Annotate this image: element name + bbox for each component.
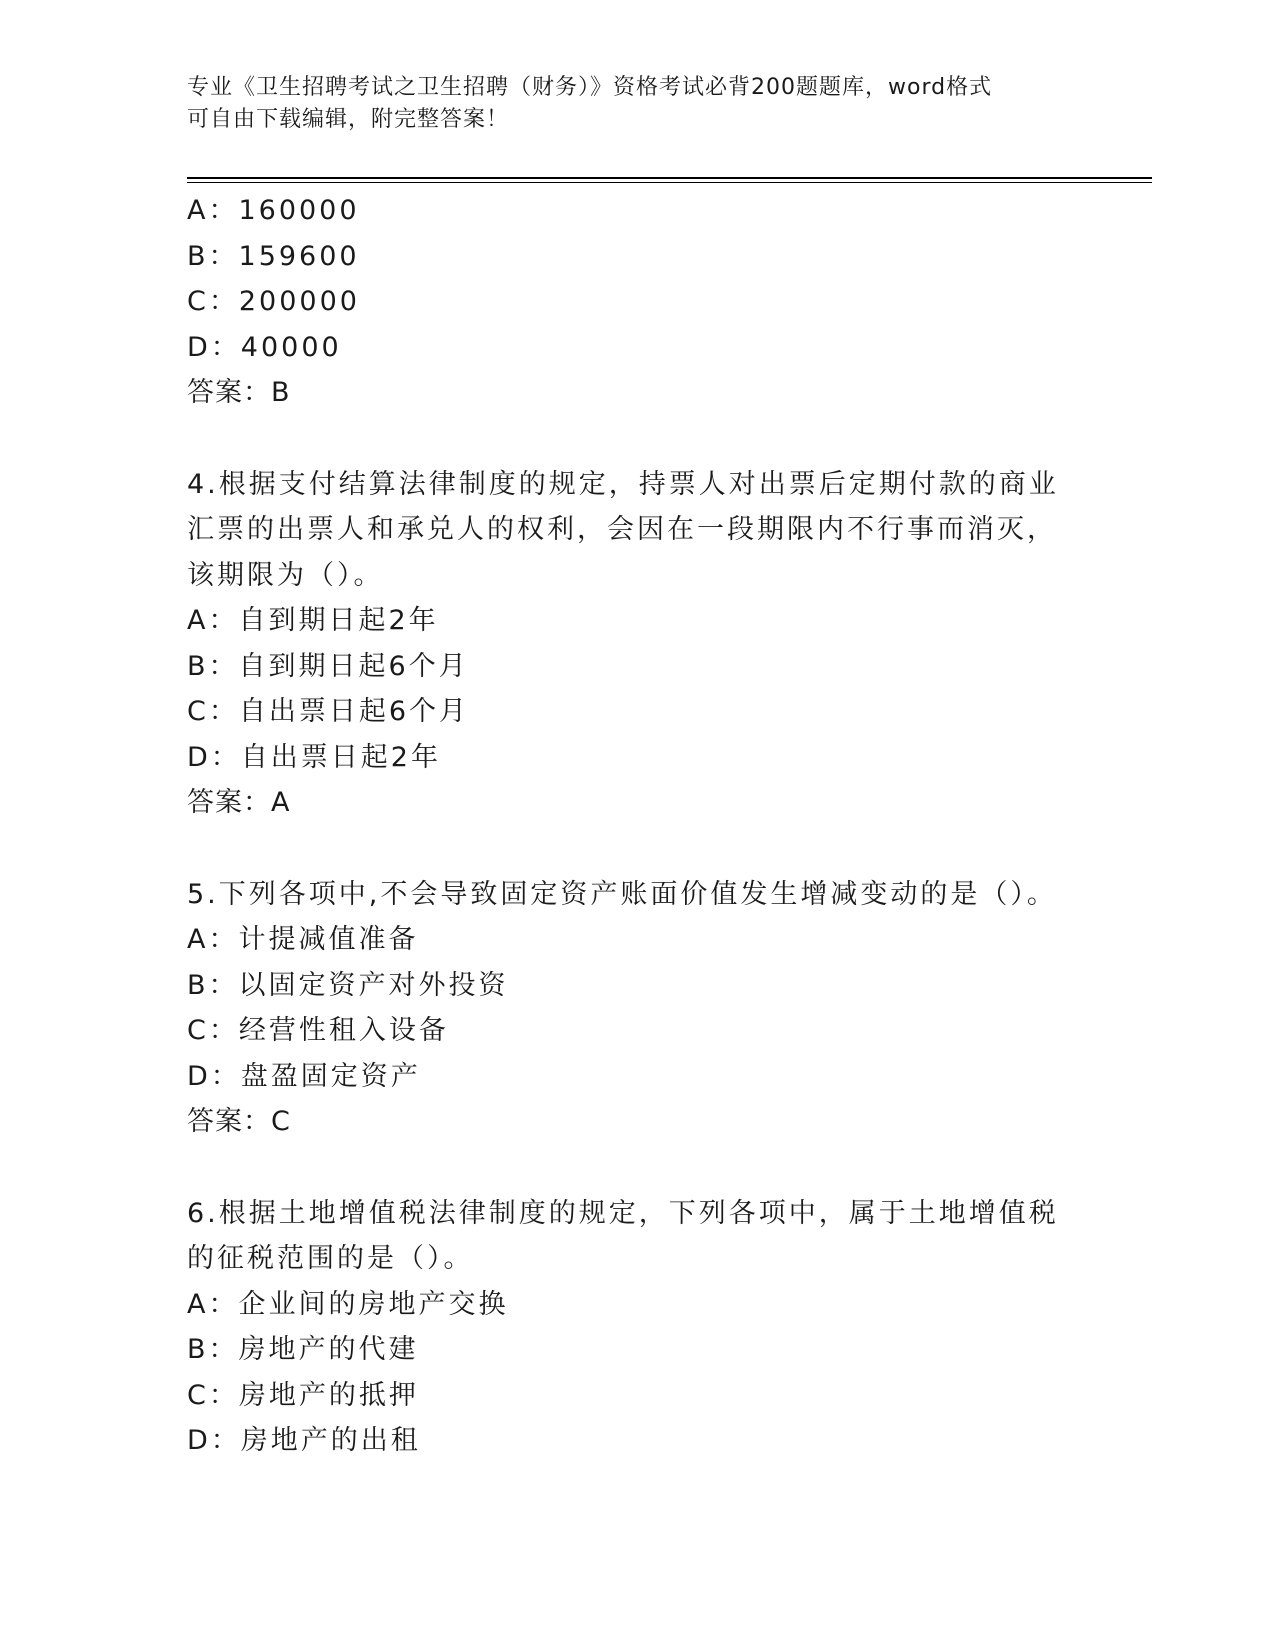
option-b: B：159600 [187,240,360,272]
question-6 [187,1191,1067,1464]
option-b: B：以固定资产对外投资 [187,969,509,1001]
option-d: D：房地产的出租 [187,1425,421,1456]
header-divider-thick [187,177,1152,179]
question-5 [187,872,1067,1145]
question-4 [187,462,1067,826]
header-line-1: 专业《卫生招聘考试之卫生招聘（财务）》资格考试必背200题题库，word格式 [187,75,993,100]
answer-line: 答案：C [187,1106,291,1137]
answer-line: 答案：B [187,377,291,408]
option-d: D：自出票日起2年 [187,741,441,773]
header-divider-thin [187,182,1152,183]
question-stem: 5.下列各项中,不会导致固定资产账面价值发生增减变动的是（）。 [187,878,1057,910]
option-b: B：房地产的代建 [187,1334,419,1365]
answer-line: 答案：A [187,787,291,818]
option-a: A：计提减值准备 [187,924,419,955]
header-line-2: 可自由下载编辑，附完整答案！ [187,107,510,132]
question-stem: 4.根据支付结算法律制度的规定，持票人对出票后定期付款的商业汇票的出票人和承兑人的权利，会因在一段期限内不行事而消灭，该期限为（）。 [187,468,1059,591]
option-c: C：房地产的抵押 [187,1379,419,1411]
option-a: A：自到期日起2年 [187,605,439,636]
question-3 [187,188,1067,416]
question-list [187,188,1067,1464]
option-d: D：盘盈固定资产 [187,1060,421,1092]
option-a: A：企业间的房地产交换 [187,1288,509,1320]
option-a: A：160000 [187,195,360,226]
option-b: B：自到期日起6个月 [187,650,469,682]
option-c: C：200000 [187,286,360,317]
option-c: C：自出票日起6个月 [187,696,470,727]
option-d: D：40000 [187,331,342,363]
question-stem: 6.根据土地增值税法律制度的规定，下列各项中，属于土地增值税的征税范围的是（）。 [187,1197,1059,1274]
option-c: C：经营性租入设备 [187,1015,449,1046]
document-header [187,72,1067,136]
